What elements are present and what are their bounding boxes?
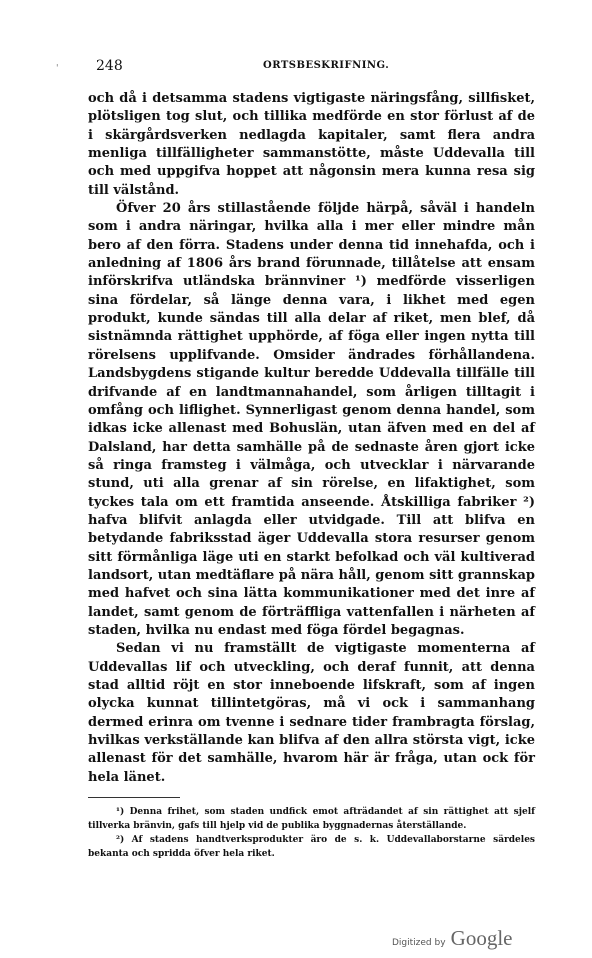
body-text — [88, 90, 535, 787]
page-number: 248 — [96, 58, 123, 74]
digitized-by-google-watermark — [392, 926, 512, 951]
paragraph-continued: och då i detsamma stadens vigtigaste näringsfång, sillfisket, plötsligen tog slut, och tillika medförde en stor förlust af de i skärgårdsverken nedlagda kapitaler, samt flera andra menliga tillfälligheter sammanstötte, måste Uddevalla till och med uppgifva hoppet att någonsin mera kunna resa sig till välstånd. — [88, 91, 535, 198]
stray-mark: ' — [56, 64, 59, 74]
watermark-prefix: Digitized by — [392, 938, 446, 948]
page-header — [88, 58, 535, 76]
book-page — [88, 58, 535, 861]
footnote-rule — [88, 797, 180, 798]
paragraph: Sedan vi nu framställt de vigtigaste momenterna af Uddevallas lif och utveckling, och deraf funnit, att denna stad alltid röjt en stor inneboende lifskraft, som af ingen olycka kunnat tillintetgöras, må vi ock i sammanhang dermed erinra om tvenne i sednare tider frambragta förslag, hvilkas verkställande kan blifva af den allra största vigt, icke allenast för det samhälle, hvarom här är fråga, utan ock för hela länet. — [88, 641, 535, 785]
paragraph: Öfver 20 års stillastående följde härpå, såväl i handeln som i andra näringar, hvilka alla i mer eller mindre mån bero af den förra. Stadens under denna tid innehafda, och i anledning af 1806 års brand förunnade, tillåtelse att ensam införskrifva utländska brännviner ¹) medförde visserligen sina fördelar, så länge denna vara, i likhet med egen produkt, kunde sändas till alla delar af riket, men blef, då sistnämnda rättighet upphörde, af föga eller ingen nytta till rörelsens upplifvande. Omsider ändrades förhållandena. Landsbygdens stigande kultur beredde Uddevalla tillfälle till drifvande af en landtmannahandel, som årligen tilltagit i omfång och liflighet. Synnerligast genom denna handel, som idkas icke allenast med Bohuslän, utan äfven med en del af Dalsland, har detta samhälle på de sednaste åren gjort icke så ringa framsteg i välmåga, och utvecklar i närvarande stund, uti alla grenar af sin rörelse, en lifaktighet, som tyckes tala om ett framtida anseende. Åtskilliga fabriker ²) hafva blifvit anlagda eller utvidgade. Till att blifva en betydande fabriksstad äger Uddevalla stora resurser genom sitt förmånliga läge uti en starkt befolkad och väl kultiverad landsort, utan medtäflare på nära håll, genom sitt grannskap med hafvet och sina lätta kommunikationer med det inre af landet, samt genom de förträffliga vattenfallen i närheten af staden, hvilka nu endast med föga fördel begagnas. — [88, 201, 535, 638]
running-head: ORTSBESKRIFNING. — [263, 60, 390, 71]
footnotes — [88, 805, 535, 861]
google-logo: Google — [450, 926, 513, 950]
footnote-1: ¹) Denna frihet, som staden undfick emot afträdandet af sin rättighet att sjelf tillverka bränvin, gafs till hjelp vid de publika byggnadernas återställande. — [88, 807, 535, 832]
footnote-2: ²) Af stadens handtverksprodukter äro de s. k. Uddevallaborstarne särdeles bekanta och spridda öfver hela riket. — [88, 835, 535, 860]
